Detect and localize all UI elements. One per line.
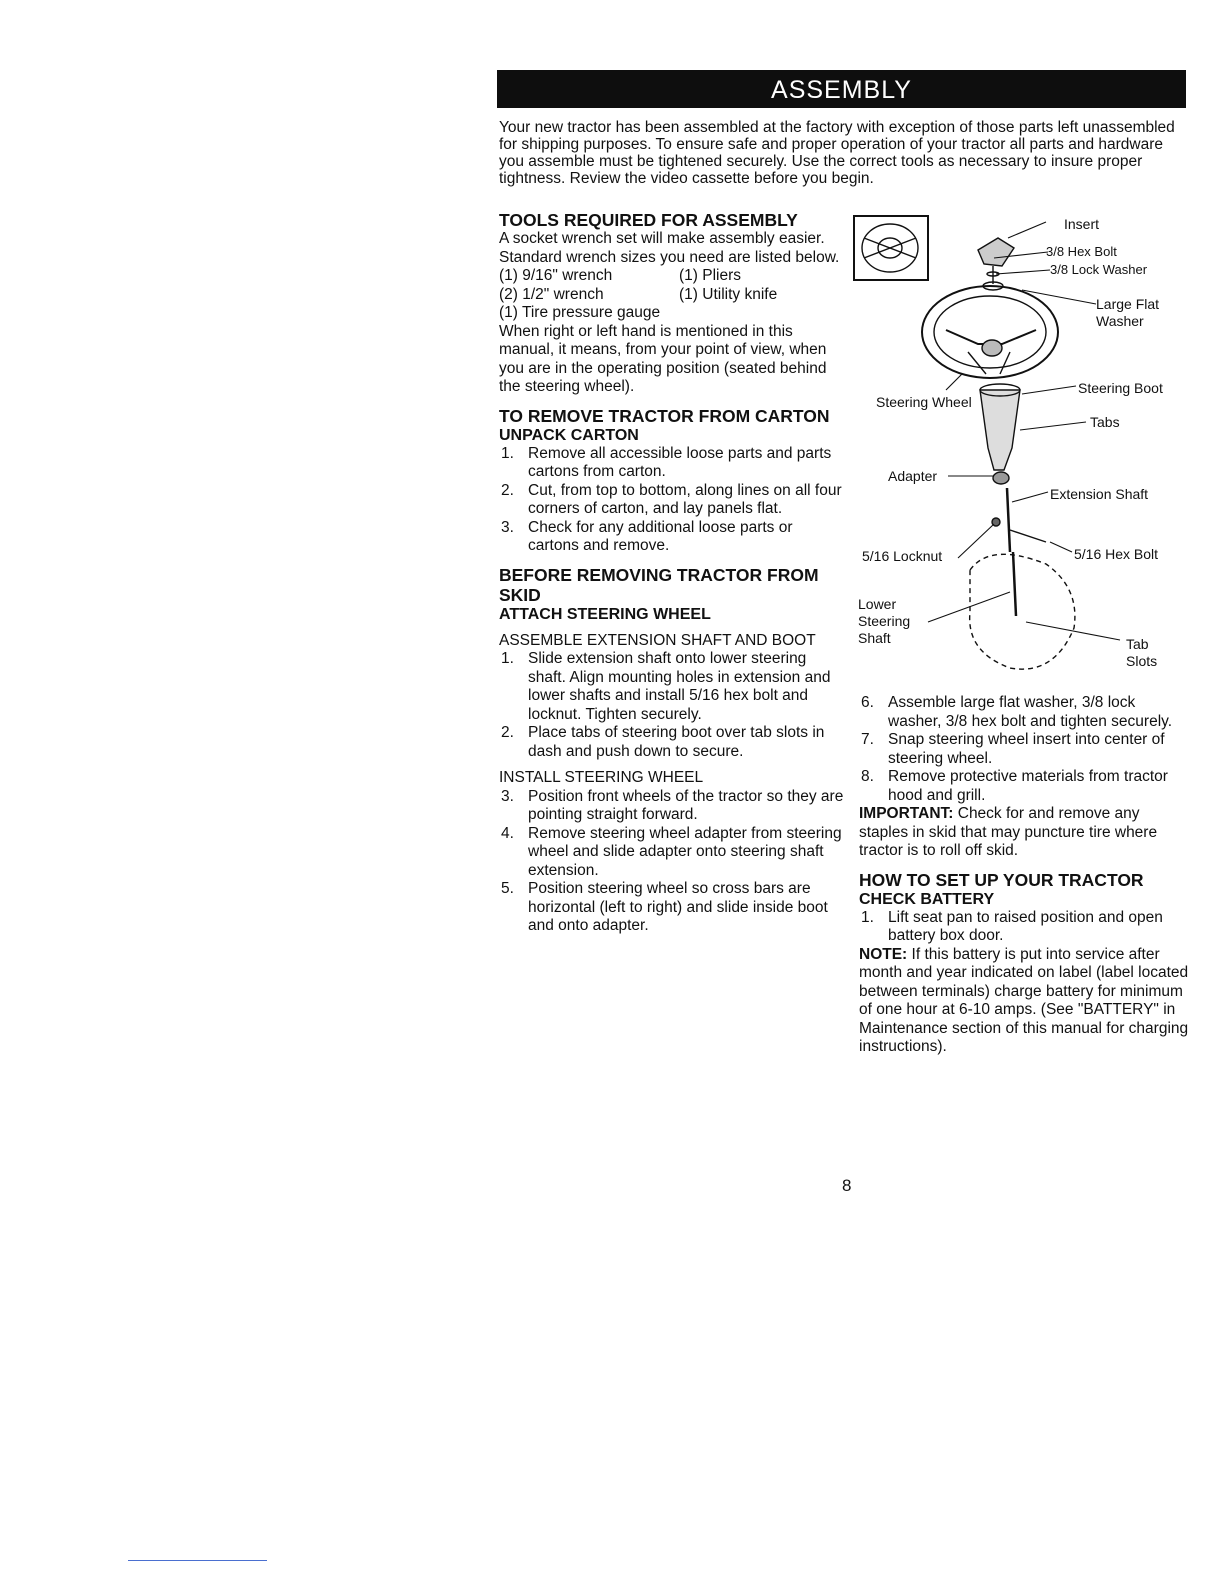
label-steering: Steering (858, 613, 911, 629)
list-item (499, 482, 844, 519)
label-washer: Washer (1096, 313, 1144, 329)
step-number: 1. (861, 908, 874, 926)
wheel-steps (499, 788, 844, 936)
right-column (859, 694, 1191, 1057)
tool-item: (2) 1/2" wrench (499, 285, 604, 303)
tools-heading: TOOLS REQUIRED FOR ASSEMBLY (499, 210, 798, 230)
label-steering-boot: Steering Boot (1078, 380, 1163, 396)
label-hex-bolt-516: 5/16 Hex Bolt (1074, 546, 1159, 562)
step-text: Snap steering wheel insert into center of steering wheel. (888, 731, 1165, 767)
list-item (499, 825, 844, 881)
carton-heading: TO REMOVE TRACTOR FROM CARTON (499, 405, 830, 426)
setup-subheading: CHECK BATTERY (859, 890, 995, 908)
carton-subheading: UNPACK CARTON (499, 426, 639, 444)
step-text: Remove all accessible loose parts and parts cartons from carton. (528, 444, 832, 480)
step-number: 5. (501, 880, 514, 897)
page-number: 8 (842, 1176, 852, 1195)
step-text: Assemble large flat washer, 3/8 lock washer, 3/8 hex bolt and tighten securely. (888, 694, 1173, 730)
important-note (859, 805, 1191, 861)
step-number: 6. (861, 694, 874, 711)
label-lock-washer: 3/8 Lock Washer (1050, 262, 1148, 277)
step-text: Remove steering wheel adapter from steering wheel and slide adapter onto steering shaft extension. (528, 824, 842, 879)
label-lower: Lower (858, 596, 897, 612)
battery-note (859, 946, 1191, 1057)
list-item (499, 445, 844, 482)
step-text: Place tabs of steering boot over tab slots in dash and push down to secure. (528, 724, 825, 760)
skid-heading: BEFORE REMOVING TRACTOR FROM SKID (499, 564, 819, 605)
note-text: If this battery is put into service after month and year indicated on label (label located between terminals) charge battery for minimum of one hour at 6-10 amps. (See "BATTERY" in Maintenance section of this manual for charging instructions). (859, 945, 1189, 1055)
wheel-steps-continued (859, 694, 1191, 805)
step-number: 3. (501, 518, 514, 536)
label-steering-wheel: Steering Wheel (876, 394, 972, 410)
label-shaft: Shaft (858, 630, 891, 646)
skid-subheading: ATTACH STEERING WHEEL (499, 605, 711, 623)
label-adapter: Adapter (888, 468, 938, 484)
important-text: Check for and remove any staples in skid that may puncture tire where tractor is to roll off skid. (859, 805, 1158, 859)
list-item (499, 724, 844, 761)
list-item (499, 880, 844, 936)
carton-steps (499, 445, 844, 556)
step-text: Slide extension shaft onto lower steering shaft. Align mounting holes in extension and lower shafts and install 5/16 hex bolt and locknut. Tighten securely. (528, 650, 831, 723)
tool-item: (1) Utility knife (679, 285, 778, 303)
step-text: Position steering wheel so cross bars are horizontal (left to right) and slide inside boot and onto adapter. (528, 880, 828, 934)
shaft-heading: ASSEMBLE EXTENSION SHAFT AND BOOT (499, 631, 816, 649)
left-column (499, 210, 844, 936)
list-item (499, 650, 844, 724)
setup-heading: HOW TO SET UP YOUR TRACTOR (859, 869, 1144, 890)
list-item (859, 731, 1191, 768)
step-text: Remove protective materials from tractor hood and grill. (888, 768, 1168, 804)
list-item (499, 788, 844, 825)
label-insert: Insert (1064, 216, 1100, 232)
note-label: NOTE: (859, 945, 908, 963)
label-hex-bolt-38: 3/8 Hex Bolt (1046, 244, 1117, 259)
wheel-heading: INSTALL STEERING WHEEL (499, 769, 704, 786)
step-number: 2. (501, 724, 514, 741)
step-text: Lift seat pan to raised position and open battery box door. (888, 908, 1163, 944)
important-label: IMPORTANT: (859, 805, 954, 822)
step-number: 1. (501, 444, 514, 462)
tool-gauge: (1) Tire pressure gauge (499, 304, 661, 321)
label-tabs: Tabs (1090, 414, 1120, 430)
hand-note: When right or left hand is mentioned in this manual, it means, from your point of view, when you are in the operating position (seated behind the steering wheel). (499, 322, 827, 395)
section-banner: ASSEMBLY (497, 70, 1186, 108)
label-tab: Tab (1126, 636, 1149, 652)
tool-item: (1) Pliers (679, 267, 742, 284)
list-item (499, 519, 844, 556)
step-number: 8. (861, 768, 874, 785)
list-item (859, 768, 1191, 805)
list-item (859, 694, 1191, 731)
setup-steps (859, 909, 1191, 946)
step-number: 1. (501, 650, 514, 667)
label-locknut: 5/16 Locknut (862, 548, 943, 564)
label-extension-shaft: Extension Shaft (1050, 486, 1149, 502)
step-text: Check for any additional loose parts or cartons and remove. (528, 518, 793, 554)
step-number: 7. (861, 731, 874, 748)
list-item (859, 909, 1191, 946)
step-number: 2. (501, 481, 514, 499)
step-text: Cut, from top to bottom, along lines on all four corners of carton, and lay panels flat. (528, 481, 842, 517)
step-text: Position front wheels of the tractor so they are pointing straight forward. (528, 787, 844, 823)
label-slots: Slots (1126, 653, 1158, 669)
tools-list (499, 267, 844, 304)
tool-item: (1) 9/16" wrench (499, 267, 613, 284)
step-number: 3. (501, 787, 514, 805)
intro-paragraph: Your new tractor has been assembled at the factory with exception of those parts left unassembled for shipping purposes. To ensure safe and proper operation of your tractor all parts and hardware you assemble must be tightened securely. Use the correct tools as necessary to insure proper tightness. Review the video cassette before you begin. (499, 119, 1175, 187)
step-number: 4. (501, 824, 514, 842)
shaft-steps (499, 650, 844, 761)
footer-rule (128, 1560, 267, 1561)
tools-text: A socket wrench set will make assembly easier. Standard wrench sizes you need are listed below. (499, 230, 840, 266)
label-large-flat: Large Flat (1096, 296, 1160, 312)
steering-assembly-figure (850, 212, 1190, 692)
